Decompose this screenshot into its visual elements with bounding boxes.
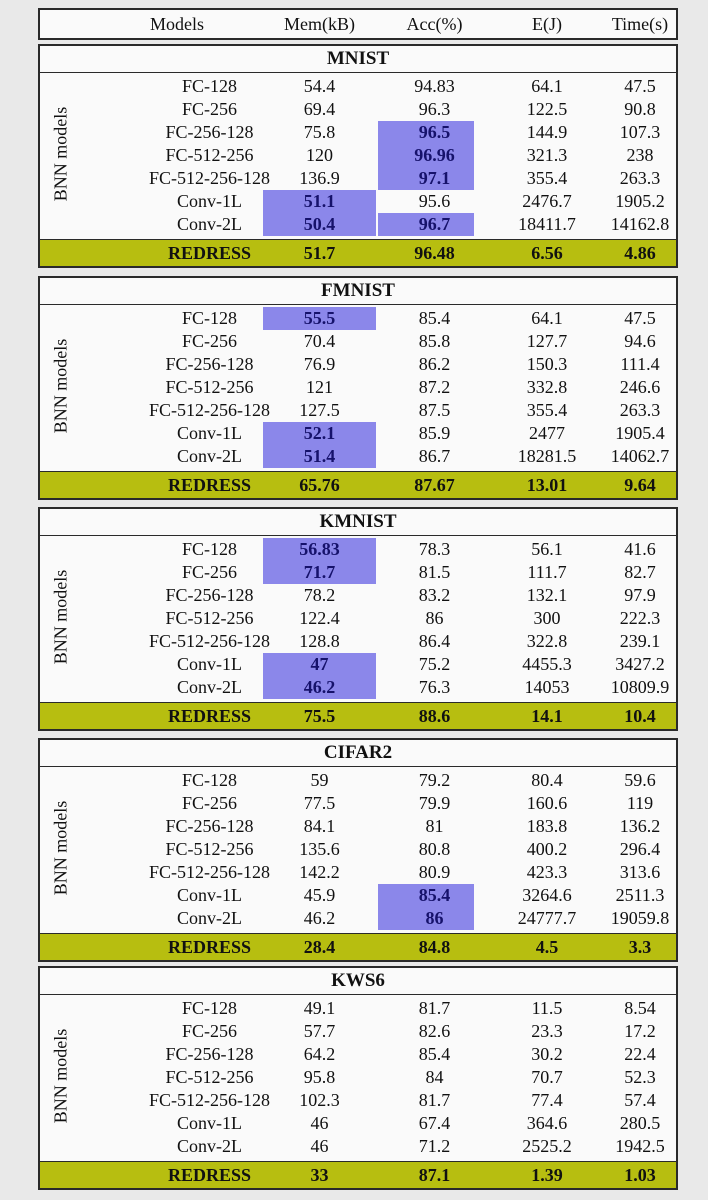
table-row xyxy=(40,399,676,422)
cell-model: Conv-1L xyxy=(177,654,242,674)
cell-e: 56.1 xyxy=(531,539,563,559)
cell-model: Conv-1L xyxy=(177,191,242,211)
cell-model: FC-512-256-128 xyxy=(149,862,270,882)
table-row xyxy=(40,75,676,98)
dataset-section-kmnist xyxy=(38,507,678,731)
cell-acc: 81.7 xyxy=(418,998,451,1018)
cell-e: 132.1 xyxy=(526,585,568,605)
cell-e: 64.1 xyxy=(531,76,563,96)
table-row xyxy=(40,676,676,699)
table-row xyxy=(40,121,676,144)
cell-model: FC-128 xyxy=(181,76,237,96)
cell-time: 238 xyxy=(626,145,654,165)
cell-time: 111.4 xyxy=(620,354,660,374)
cell-e: 322.8 xyxy=(526,631,568,651)
redress-cell-time: 10.4 xyxy=(624,706,656,726)
cell-mem: 69.4 xyxy=(303,99,336,119)
cell-e: 150.3 xyxy=(526,354,568,374)
cell-model: Conv-2L xyxy=(177,908,242,928)
redress-cell-mem: 65.76 xyxy=(299,475,340,495)
cell-mem: 78.2 xyxy=(303,585,336,605)
header-mem: Mem(kB) xyxy=(284,14,355,34)
cell-mem: 135.6 xyxy=(299,839,340,859)
cell-model: FC-512-256 xyxy=(165,608,254,628)
dataset-title: CIFAR2 xyxy=(40,740,676,767)
cell-mem: 56.83 xyxy=(299,539,340,559)
cell-model: FC-256-128 xyxy=(165,585,254,605)
table-row xyxy=(40,1089,676,1112)
cell-time: 136.2 xyxy=(619,816,661,836)
table-row xyxy=(40,630,676,653)
cell-time: 17.2 xyxy=(624,1021,656,1041)
cell-model: FC-512-256-128 xyxy=(149,1090,270,1110)
redress-row xyxy=(40,702,676,729)
cell-model: Conv-2L xyxy=(177,214,242,234)
cell-acc: 86 xyxy=(425,608,444,628)
cell-e: 183.8 xyxy=(526,816,568,836)
cell-mem: 59 xyxy=(310,770,329,790)
header-acc: Acc(%) xyxy=(406,14,463,34)
cell-model: FC-512-256 xyxy=(165,377,254,397)
cell-acc: 94.83 xyxy=(414,76,455,96)
cell-time: 107.3 xyxy=(619,122,661,142)
redress-row xyxy=(40,933,676,960)
cell-e: 2476.7 xyxy=(522,191,572,211)
cell-acc: 83.2 xyxy=(418,585,451,605)
cell-e: 400.2 xyxy=(526,839,568,859)
dataset-section-mnist xyxy=(38,44,678,268)
table-row xyxy=(40,769,676,792)
dataset-title: MNIST xyxy=(40,46,676,73)
cell-e: 332.8 xyxy=(526,377,568,397)
redress-cell-e: 6.56 xyxy=(531,243,563,263)
cell-time: 3427.2 xyxy=(615,654,665,674)
redress-cell-mem: 33 xyxy=(310,1165,329,1185)
table-row xyxy=(40,98,676,121)
cell-acc: 87.2 xyxy=(418,377,451,397)
cell-time: 52.3 xyxy=(624,1067,656,1087)
table-row xyxy=(40,561,676,584)
cell-acc: 86 xyxy=(425,908,444,928)
cell-mem: 64.2 xyxy=(303,1044,336,1064)
redress-cell-model: REDRESS xyxy=(167,706,252,726)
cell-time: 1942.5 xyxy=(615,1136,665,1156)
cell-time: 94.6 xyxy=(624,331,656,351)
cell-time: 2511.3 xyxy=(615,885,665,905)
cell-model: Conv-1L xyxy=(177,1113,242,1133)
cell-mem: 46.2 xyxy=(303,677,336,697)
cell-time: 10809.9 xyxy=(610,677,670,697)
cell-mem: 70.4 xyxy=(303,331,336,351)
cell-mem: 47 xyxy=(310,654,329,674)
redress-cell-time: 4.86 xyxy=(624,243,656,263)
cell-mem: 45.9 xyxy=(303,885,336,905)
cell-acc: 85.8 xyxy=(418,331,451,351)
cell-e: 2525.2 xyxy=(522,1136,572,1156)
cell-model: FC-128 xyxy=(181,998,237,1018)
redress-row xyxy=(40,1161,676,1188)
redress-cell-acc: 88.6 xyxy=(418,706,451,726)
side-label-text: BNN models xyxy=(50,800,71,896)
redress-row xyxy=(40,239,676,266)
redress-cell-model: REDRESS xyxy=(167,475,252,495)
cell-time: 313.6 xyxy=(619,862,661,882)
cell-acc: 71.2 xyxy=(418,1136,451,1156)
cell-time: 22.4 xyxy=(624,1044,656,1064)
cell-e: 70.7 xyxy=(531,1067,563,1087)
redress-cell-model: REDRESS xyxy=(167,937,252,957)
cell-acc: 85.4 xyxy=(418,308,451,328)
table-row xyxy=(40,607,676,630)
cell-model: FC-512-256-128 xyxy=(149,631,270,651)
table-row xyxy=(40,307,676,330)
redress-cell-mem: 75.5 xyxy=(303,706,336,726)
cell-acc: 67.4 xyxy=(418,1113,451,1133)
cell-e: 2477 xyxy=(529,423,565,443)
table-row xyxy=(40,1043,676,1066)
cell-e: 364.6 xyxy=(526,1113,568,1133)
cell-acc: 81.7 xyxy=(418,1090,451,1110)
table-row xyxy=(40,1066,676,1089)
cell-model: FC-512-256 xyxy=(165,1067,254,1087)
cell-acc: 96.3 xyxy=(418,99,451,119)
table-row xyxy=(40,213,676,236)
cell-e: 24777.7 xyxy=(517,908,577,928)
cell-e: 18281.5 xyxy=(517,446,577,466)
cell-time: 239.1 xyxy=(619,631,661,651)
cell-e: 355.4 xyxy=(526,168,568,188)
cell-mem: 50.4 xyxy=(303,214,336,234)
cell-acc: 96.7 xyxy=(418,214,451,234)
cell-time: 263.3 xyxy=(619,168,661,188)
cell-acc: 96.96 xyxy=(414,145,455,165)
cell-time: 222.3 xyxy=(619,608,661,628)
cell-e: 111.7 xyxy=(527,562,567,582)
cell-acc: 95.6 xyxy=(418,191,451,211)
cell-model: Conv-2L xyxy=(177,446,242,466)
table-row xyxy=(40,653,676,676)
redress-cell-time: 3.3 xyxy=(628,937,652,957)
cell-mem: 75.8 xyxy=(303,122,336,142)
cell-mem: 46 xyxy=(310,1136,329,1156)
cell-time: 263.3 xyxy=(619,400,661,420)
cell-mem: 121 xyxy=(306,377,333,397)
redress-cell-acc: 87.67 xyxy=(414,475,455,495)
redress-cell-e: 1.39 xyxy=(531,1165,563,1185)
cell-time: 246.6 xyxy=(619,377,661,397)
cell-time: 82.7 xyxy=(624,562,656,582)
redress-cell-e: 14.1 xyxy=(531,706,563,726)
cell-mem: 57.7 xyxy=(303,1021,336,1041)
redress-cell-acc: 84.8 xyxy=(418,937,451,957)
cell-mem: 128.8 xyxy=(299,631,340,651)
cell-mem: 77.5 xyxy=(303,793,336,813)
cell-time: 90.8 xyxy=(624,99,656,119)
table-row xyxy=(40,1112,676,1135)
side-label-text: BNN models xyxy=(50,1028,71,1124)
cell-e: 122.5 xyxy=(526,99,568,119)
cell-acc: 85.4 xyxy=(418,885,451,905)
cell-time: 14162.8 xyxy=(610,214,670,234)
header-time: Time(s) xyxy=(611,14,669,34)
table-row xyxy=(40,190,676,213)
cell-time: 119 xyxy=(626,793,654,813)
cell-e: 30.2 xyxy=(531,1044,563,1064)
dataset-title: FMNIST xyxy=(40,278,676,305)
redress-cell-acc: 87.1 xyxy=(418,1165,451,1185)
cell-model: FC-256-128 xyxy=(165,354,254,374)
cell-time: 296.4 xyxy=(619,839,661,859)
cell-model: FC-512-256 xyxy=(165,145,254,165)
cell-time: 8.54 xyxy=(624,998,656,1018)
cell-model: FC-128 xyxy=(181,539,237,559)
cell-mem: 76.9 xyxy=(303,354,336,374)
cell-acc: 81 xyxy=(425,816,444,836)
cell-time: 57.4 xyxy=(624,1090,656,1110)
table-row xyxy=(40,815,676,838)
cell-acc: 79.2 xyxy=(418,770,451,790)
cell-model: Conv-1L xyxy=(177,885,242,905)
cell-model: FC-256 xyxy=(181,331,237,351)
table-row xyxy=(40,538,676,561)
cell-e: 18411.7 xyxy=(518,214,576,234)
table-row xyxy=(40,445,676,468)
cell-acc: 84 xyxy=(425,1067,444,1087)
cell-acc: 86.2 xyxy=(418,354,451,374)
cell-acc: 86.7 xyxy=(418,446,451,466)
cell-mem: 127.5 xyxy=(299,400,340,420)
cell-acc: 96.5 xyxy=(418,122,451,142)
redress-cell-e: 13.01 xyxy=(526,475,568,495)
side-label-text: BNN models xyxy=(50,569,71,665)
redress-cell-time: 1.03 xyxy=(624,1165,656,1185)
table-row xyxy=(40,1135,676,1158)
cell-acc: 78.3 xyxy=(418,539,451,559)
side-label-text: BNN models xyxy=(50,106,71,202)
cell-model: FC-256-128 xyxy=(165,816,254,836)
table-header xyxy=(38,8,678,40)
redress-cell-model: REDRESS xyxy=(167,1165,252,1185)
cell-time: 97.9 xyxy=(624,585,656,605)
cell-e: 64.1 xyxy=(531,308,563,328)
cell-e: 144.9 xyxy=(526,122,568,142)
cell-acc: 79.9 xyxy=(418,793,451,813)
cell-acc: 85.4 xyxy=(418,1044,451,1064)
cell-acc: 80.8 xyxy=(418,839,451,859)
cell-e: 423.3 xyxy=(526,862,568,882)
cell-mem: 51.4 xyxy=(303,446,336,466)
cell-model: FC-128 xyxy=(181,308,237,328)
redress-cell-e: 4.5 xyxy=(535,937,559,957)
dataset-section-fmnist xyxy=(38,276,678,500)
table-row xyxy=(40,376,676,399)
side-label-text: BNN models xyxy=(50,338,71,434)
cell-acc: 85.9 xyxy=(418,423,451,443)
cell-e: 3264.6 xyxy=(522,885,572,905)
cell-time: 1905.2 xyxy=(615,191,665,211)
cell-time: 19059.8 xyxy=(610,908,670,928)
cell-model: FC-512-256 xyxy=(165,839,254,859)
cell-e: 77.4 xyxy=(531,1090,563,1110)
cell-mem: 49.1 xyxy=(303,998,336,1018)
cell-mem: 52.1 xyxy=(303,423,336,443)
cell-model: FC-256-128 xyxy=(165,122,254,142)
redress-cell-time: 9.64 xyxy=(624,475,656,495)
cell-time: 14062.7 xyxy=(610,446,670,466)
cell-e: 23.3 xyxy=(531,1021,563,1041)
cell-acc: 82.6 xyxy=(418,1021,451,1041)
cell-model: FC-256 xyxy=(181,1021,237,1041)
cell-model: Conv-1L xyxy=(177,423,242,443)
table-row xyxy=(40,838,676,861)
cell-model: FC-256 xyxy=(181,99,237,119)
cell-model: FC-128 xyxy=(181,770,237,790)
cell-mem: 136.9 xyxy=(299,168,340,188)
table-row xyxy=(40,884,676,907)
table-row xyxy=(40,167,676,190)
cell-time: 47.5 xyxy=(624,308,656,328)
cell-model: FC-256 xyxy=(181,793,237,813)
cell-mem: 55.5 xyxy=(303,308,336,328)
cell-model: FC-512-256-128 xyxy=(149,400,270,420)
cell-acc: 97.1 xyxy=(418,168,451,188)
cell-time: 280.5 xyxy=(619,1113,661,1133)
cell-time: 47.5 xyxy=(624,76,656,96)
table-row xyxy=(40,144,676,167)
cell-e: 160.6 xyxy=(526,793,568,813)
cell-mem: 120 xyxy=(306,145,333,165)
table-row xyxy=(40,907,676,930)
cell-acc: 81.5 xyxy=(418,562,451,582)
cell-model: Conv-2L xyxy=(177,677,242,697)
cell-e: 4455.3 xyxy=(522,654,572,674)
cell-e: 321.3 xyxy=(526,145,568,165)
cell-mem: 95.8 xyxy=(303,1067,336,1087)
cell-acc: 76.3 xyxy=(418,677,451,697)
table-row xyxy=(40,330,676,353)
table-row xyxy=(40,353,676,376)
redress-cell-mem: 51.7 xyxy=(303,243,336,263)
cell-e: 14053 xyxy=(524,677,570,697)
dataset-section-cifar2 xyxy=(38,738,678,962)
header-models: Models xyxy=(150,14,204,34)
cell-mem: 122.4 xyxy=(299,608,340,628)
cell-e: 11.5 xyxy=(531,998,563,1018)
cell-model: FC-512-256-128 xyxy=(149,168,270,188)
cell-mem: 51.1 xyxy=(303,191,336,211)
table-row xyxy=(40,792,676,815)
table-row xyxy=(40,584,676,607)
redress-cell-acc: 96.48 xyxy=(414,243,455,263)
cell-e: 127.7 xyxy=(526,331,568,351)
cell-model: Conv-2L xyxy=(177,1136,242,1156)
dataset-section-kws6 xyxy=(38,966,678,1190)
table-row xyxy=(40,1020,676,1043)
table-row xyxy=(40,997,676,1020)
cell-time: 41.6 xyxy=(624,539,656,559)
dataset-title: KMNIST xyxy=(40,509,676,536)
cell-model: FC-256-128 xyxy=(165,1044,254,1064)
cell-mem: 54.4 xyxy=(303,76,336,96)
redress-row xyxy=(40,471,676,498)
cell-acc: 87.5 xyxy=(418,400,451,420)
cell-e: 355.4 xyxy=(526,400,568,420)
redress-cell-mem: 28.4 xyxy=(303,937,336,957)
cell-acc: 80.9 xyxy=(418,862,451,882)
cell-time: 1905.4 xyxy=(615,423,665,443)
table-row xyxy=(40,422,676,445)
cell-mem: 46.2 xyxy=(303,908,336,928)
cell-mem: 71.7 xyxy=(303,562,336,582)
redress-cell-model: REDRESS xyxy=(167,243,252,263)
table-row xyxy=(40,861,676,884)
cell-acc: 86.4 xyxy=(418,631,451,651)
cell-mem: 142.2 xyxy=(299,862,340,882)
header-energy: E(J) xyxy=(532,14,562,34)
cell-e: 300 xyxy=(533,608,561,628)
cell-acc: 75.2 xyxy=(418,654,451,674)
cell-model: FC-256 xyxy=(181,562,237,582)
cell-time: 59.6 xyxy=(624,770,656,790)
dataset-title: KWS6 xyxy=(40,968,676,995)
cell-mem: 102.3 xyxy=(299,1090,340,1110)
cell-mem: 84.1 xyxy=(303,816,336,836)
cell-mem: 46 xyxy=(310,1113,329,1133)
cell-e: 80.4 xyxy=(531,770,563,790)
